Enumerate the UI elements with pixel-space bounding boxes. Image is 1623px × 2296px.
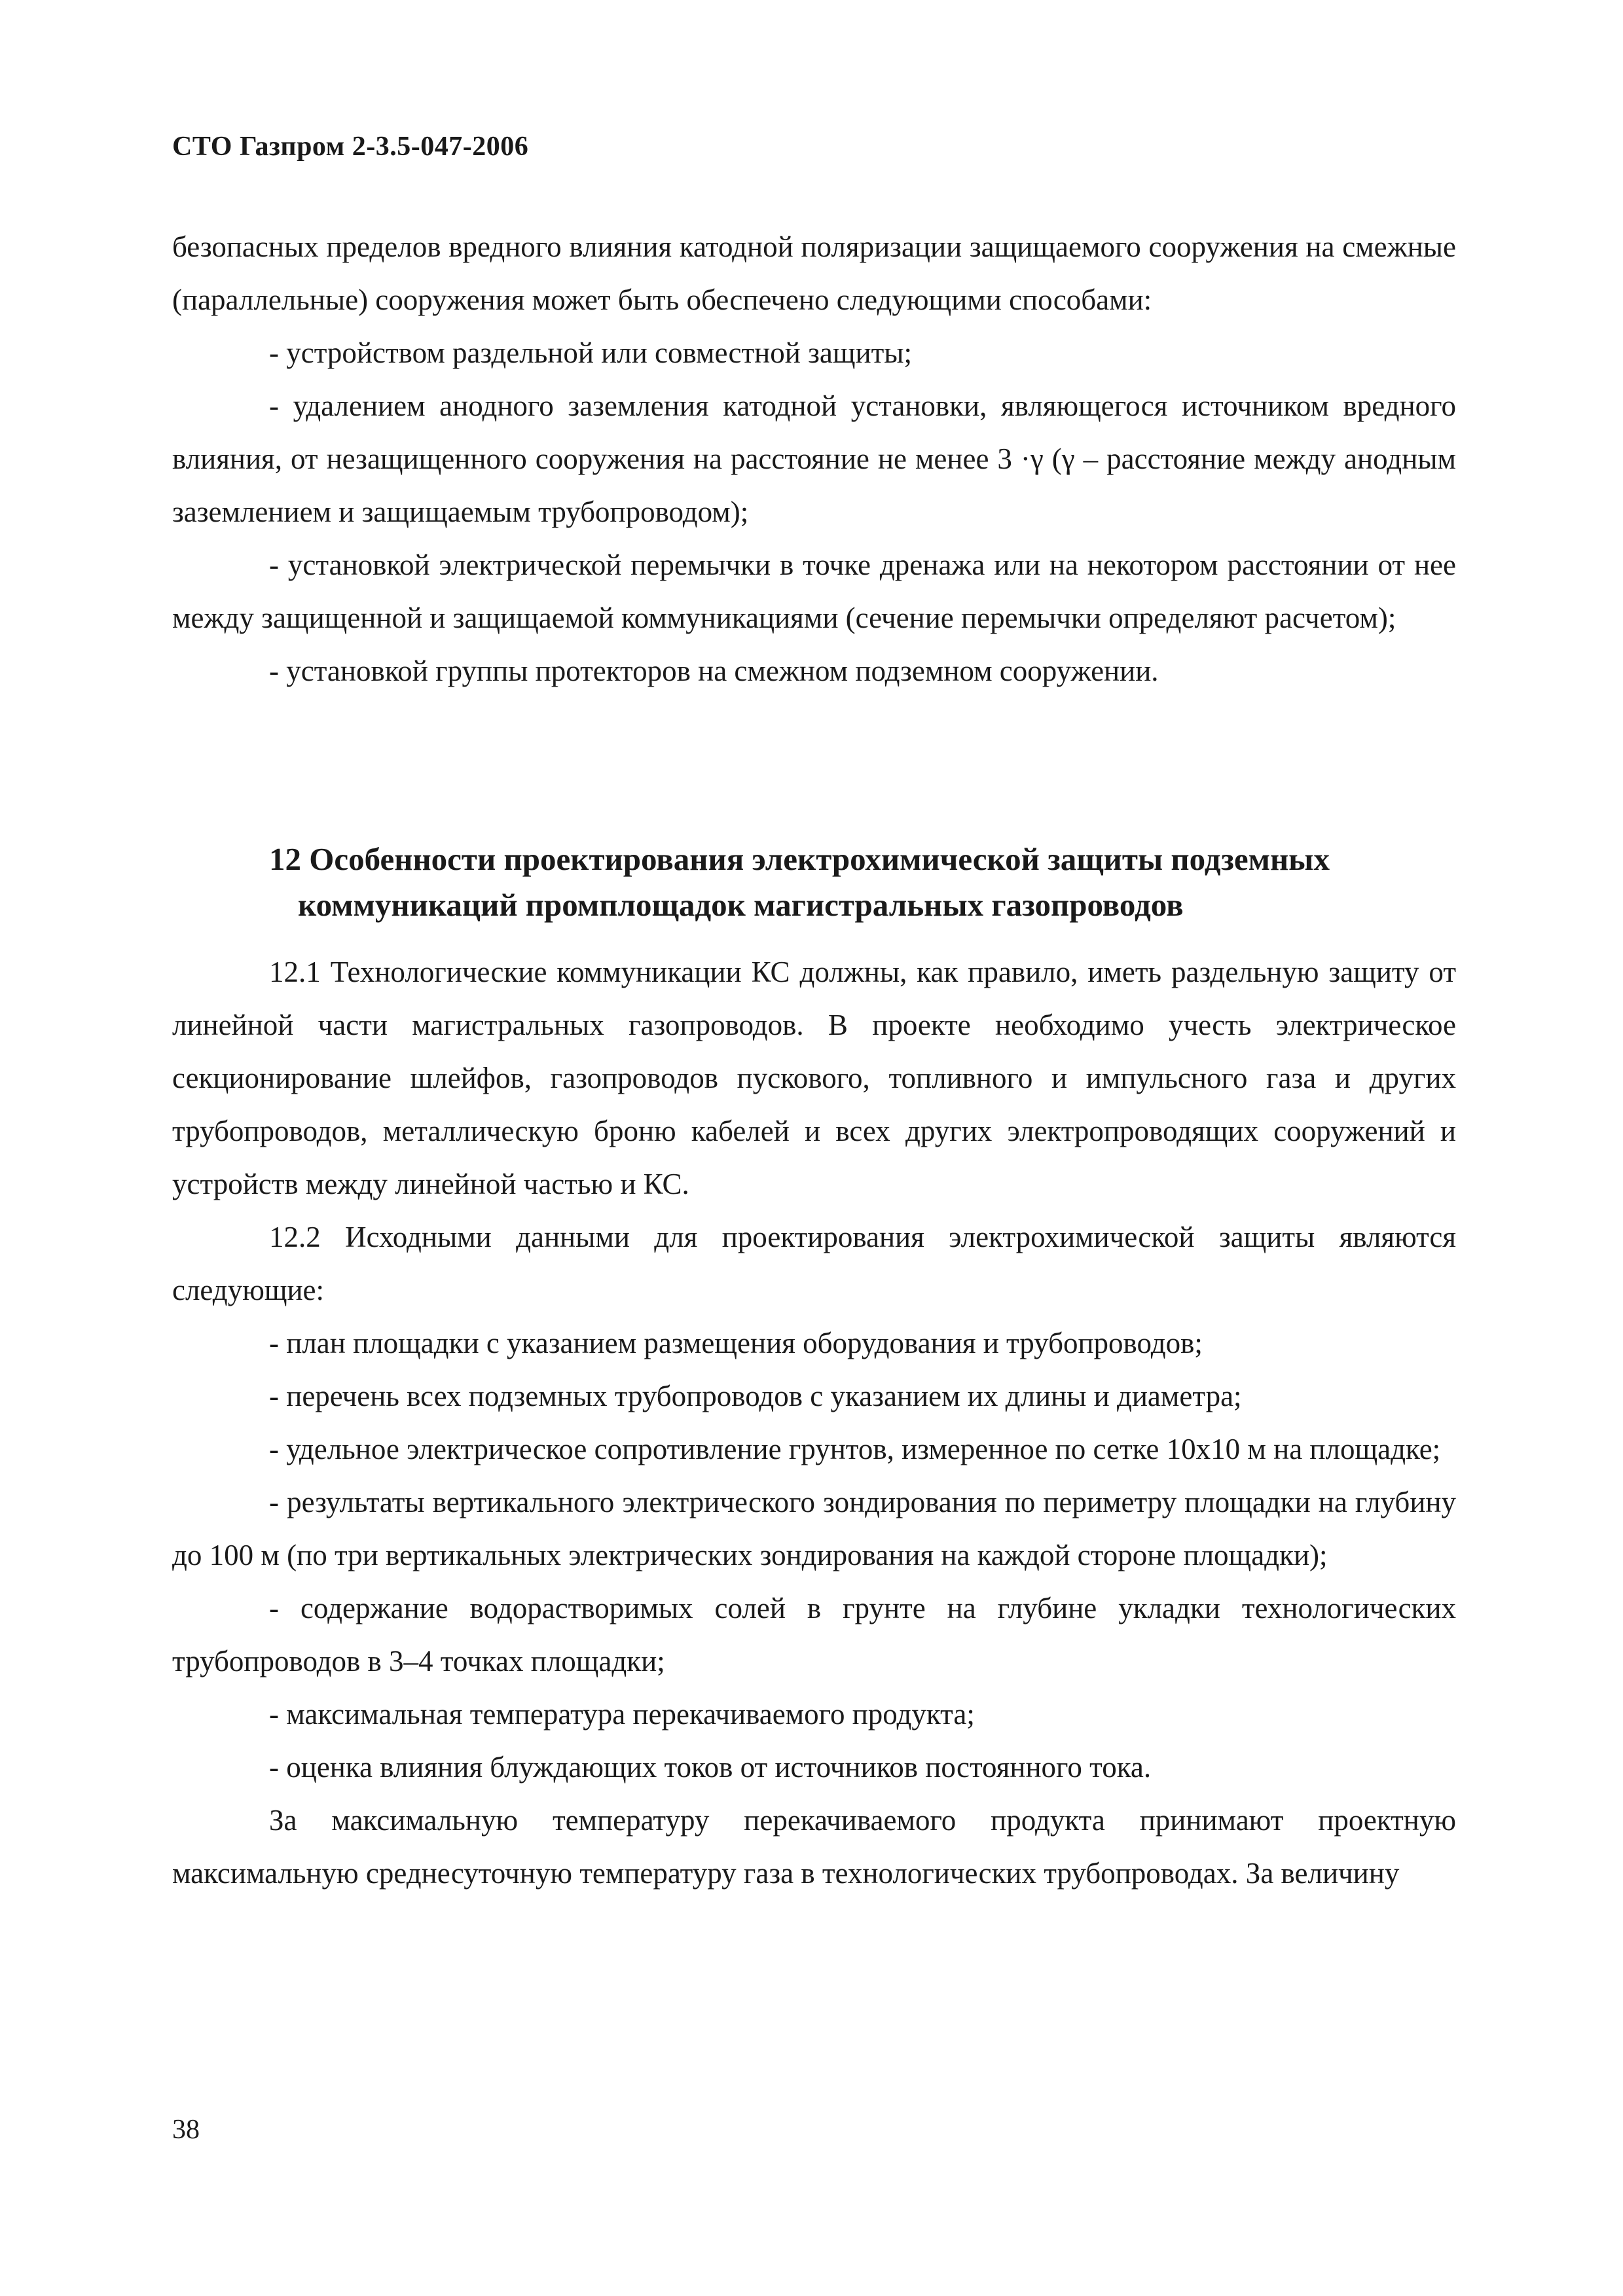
list-item: - перечень всех подземных трубопроводов с указанием их длины и диаметра; (269, 1380, 1242, 1412)
list-item: - оценка влияния блуждающих токов от источников постоянного тока. (269, 1751, 1152, 1784)
text-block-1 (172, 221, 1456, 698)
list-item: - устройством раздельной или совместной защиты; (269, 336, 912, 369)
list-item: - план площадки с указанием размещения оборудования и трубопроводов; (269, 1327, 1203, 1359)
section-heading-line-2: коммуникаций промплощадок магистральных газопроводов (298, 887, 1184, 923)
list-item: - содержание водорастворимых солей в грунте на глубине укладки технологических трубопроводов в 3–4 точках площадки; (172, 1592, 1456, 1677)
document-header: СТО Газпром 2-3.5-047-2006 (172, 132, 529, 162)
list-item: - установкой группы протекторов на смежном подземном сооружении. (269, 655, 1159, 687)
list-item: - результаты вертикального электрического зондирования по периметру площадки на глубину до 100 м (по три вертикальных электрических зондирования на каждой стороне площадки); (172, 1486, 1456, 1571)
paragraph: 12.2 Исходными данными для проектирования электрохимической защиты являются следующие: (172, 1221, 1456, 1306)
list-item: - максимальная температура перекачиваемого продукта; (269, 1698, 975, 1731)
section-heading-line-1: 12 Особенности проектирования электрохимической защиты подземных (269, 841, 1330, 877)
paragraph: безопасных пределов вредного влияния катодной поляризации защищаемого сооружения на смежные (параллельные) сооружения может быть обеспечено следующими способами: (172, 230, 1456, 316)
paragraph: За максимальную температуру перекачиваемого продукта принимают проектную максимальную среднесуточную температуру газа в технологических трубопроводах. За величину (172, 1804, 1456, 1890)
text-block-2 (172, 946, 1456, 1900)
list-item: - установкой электрической перемычки в точке дренажа или на некотором расстоянии от нее между защищенной и защищаемой коммуникациями (сечение перемычки определяют расчетом); (172, 548, 1456, 634)
paragraph: 12.1 Технологические коммуникации КС должны, как правило, иметь раздельную защиту от линейной части магистральных газопроводов. В проекте необходимо учесть электрическое секционирование шлейфов, газопроводов пускового, топливного и импульсного газа и других трубопроводов, металлическую броню кабелей и всех других электропроводящих сооружений и устройств между линейной частью и КС. (172, 956, 1456, 1200)
page-number: 38 (172, 2115, 200, 2145)
list-item: - удалением анодного заземления катодной установки, являющегося источником вредного влияния, от незащищенного сооружения на расстояние не менее 3 ·γ (γ – расстояние между анодным заземлением и защищаемым трубопроводом); (172, 389, 1456, 528)
list-item: - удельное электрическое сопротивление грунтов, измеренное по сетке 10х10 м на площадке; (269, 1433, 1441, 1465)
section-heading (172, 836, 1456, 928)
